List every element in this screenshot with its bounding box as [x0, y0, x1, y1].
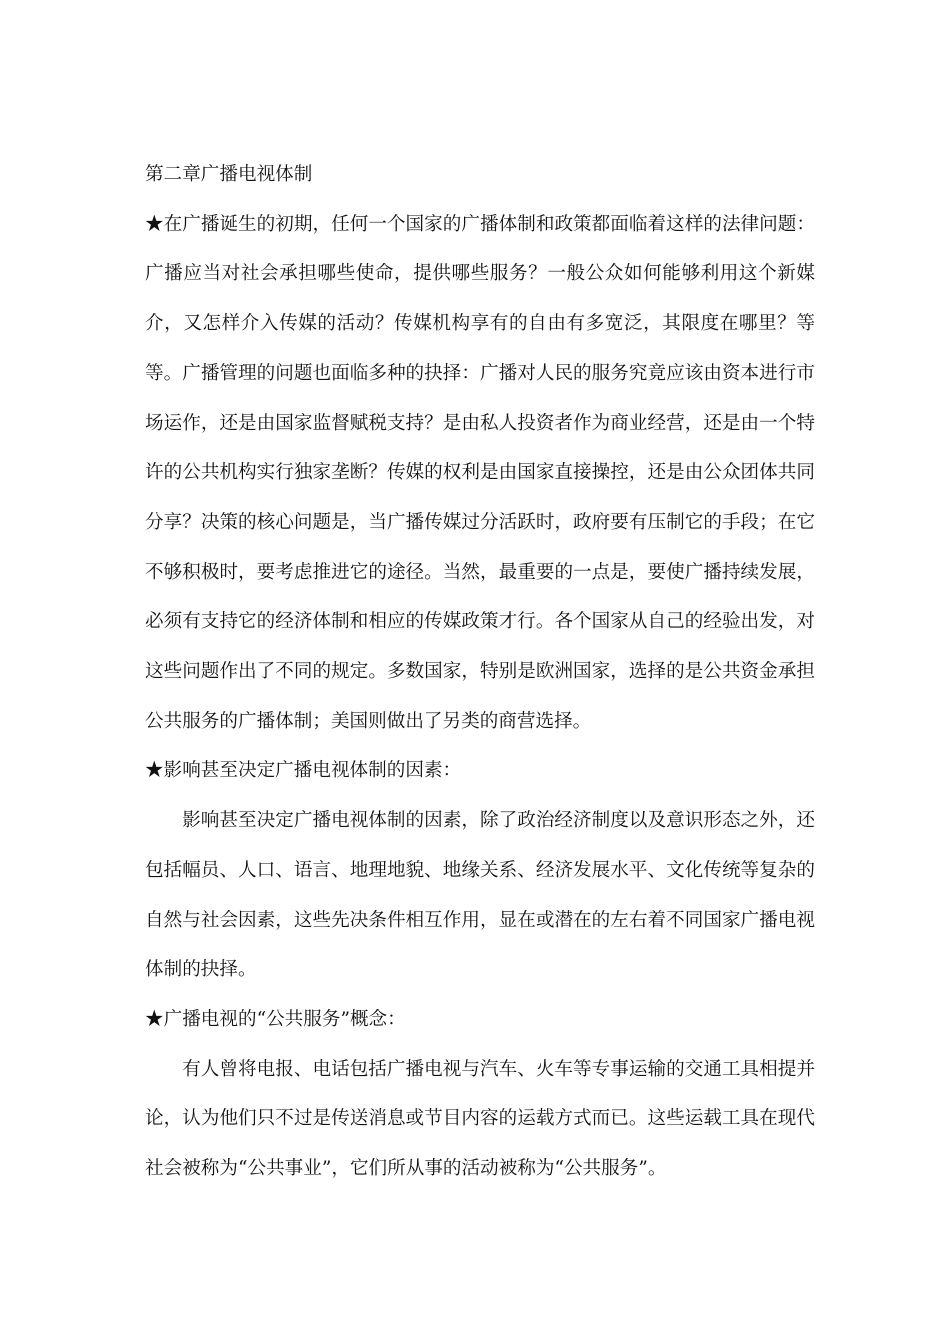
section-public-service-paragraph: 有人曾将电报、电话包括广播电视与汽车、火车等专事运输的交通工具相提并论，认为他们只不过是传送消息或节目内容的运载方式而已。这些运载工具在现代社会被称为“公共事业”，它们所从事的活动被称为“公共服务”。 [145, 1058, 815, 1180]
section-factors-heading: ★影响甚至决定广播电视体制的因素： [145, 760, 462, 782]
section-factors-paragraph: 影响甚至决定广播电视体制的因素，除了政治经济制度以及意识形态之外，还包括幅员、人口、语言、地理地貌、地缘关系、经济发展水平、文化传统等复杂的自然与社会因素，这些先决条件相互作用，显在或潜在的左右着不同国家广播电视体制的抉择。 [145, 810, 815, 981]
section-legal-issues-paragraph: ★在广播诞生的初期，任何一个国家的广播体制和政策都面临着这样的法律问题：广播应当对社会承担哪些使命，提供哪些服务？一般公众如何能够利用这个新媒介，又怎样介入传媒的活动？传媒机构享有的自由有多宽泛，其限度在哪里？等等。广播管理的问题也面临多种的抉择：广播对人民的服务究竟应该由资本进行市场运作，还是由国家监督赋税支持？是由私人投资者作为商业经营，还是由一个特许的公共机构实行独家垄断？传媒的权利是由国家直接操控，还是由公众团体共同分享？决策的核心问题是，当广播传媒过分活跃时，政府要有压制它的手段；在它不够积极时，要考虑推进它的途径。当然，最重要的一点是，要使广播持续发展，必须有支持它的经济体制和相应的传媒政策才行。各个国家从自己的经验出发，对这些问题作出了不同的规定。多数国家，特别是欧洲国家，选择的是公共资金承担公共服务的广播体制；美国则做出了另类的商营选择。 [145, 213, 815, 732]
document-body [145, 150, 815, 1194]
chapter-title: 第二章广播电视体制 [145, 164, 313, 185]
section-public-service-heading: ★广播电视的“公共服务”概念： [145, 1008, 406, 1030]
